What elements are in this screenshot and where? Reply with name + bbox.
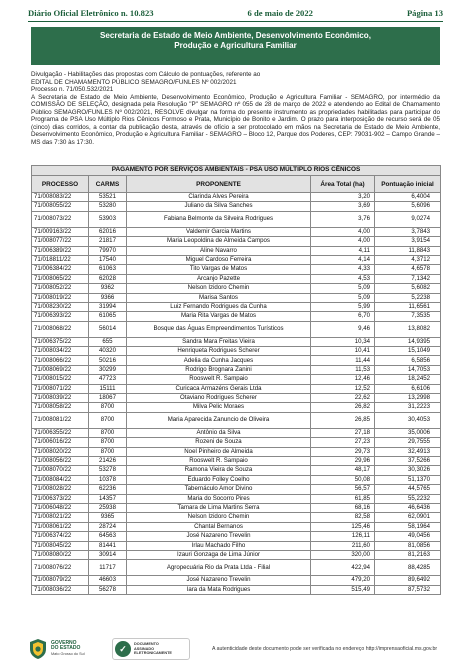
publication-date: 6 de maio de 2022 [247, 8, 313, 18]
area-cell: 6,70 [311, 312, 375, 321]
proponente-cell: Tamara de Lima Martins Serra [127, 503, 311, 512]
proponente-cell: Irlau Machado Filho [127, 541, 311, 550]
carms-cell: 11717 [89, 560, 127, 576]
carms-cell: 8700 [89, 447, 127, 456]
area-cell: 11,53 [311, 365, 375, 374]
pontuacao-cell: 9,0274 [375, 211, 441, 227]
pontuacao-cell: 13,2998 [375, 394, 441, 403]
area-cell: 27,23 [311, 438, 375, 447]
pontuacao-cell: 81,0856 [375, 541, 441, 550]
carms-cell: 15111 [89, 384, 127, 393]
table-row [32, 541, 441, 550]
gov-line-1: GOVERNO [51, 639, 77, 646]
table-row [32, 321, 441, 337]
banner-line-2: Produção e Agricultura Familiar [174, 41, 297, 50]
carms-cell: 8700 [89, 412, 127, 428]
proponente-cell: Rooswelt R. Sampaio [127, 456, 311, 465]
proponente-cell: Miguel Cardoso Ferreira [127, 255, 311, 264]
seal-line-3: ELETRONICAMENTE [134, 651, 172, 656]
proponente-cell: Bosque das Águas Empreendimentos Turísticos [127, 321, 311, 337]
carms-cell: 50216 [89, 356, 127, 365]
table-row [32, 265, 441, 274]
notice-edital: EDITAL DE CHAMAMENTO PÚBLICO SEMAGRO/FUNLES Nº 002/2021 [31, 78, 237, 86]
pontuacao-cell: 30,4053 [375, 412, 441, 428]
proponente-cell: Iara da Mata Rodrigues [127, 585, 311, 594]
area-cell: 12,52 [311, 384, 375, 393]
processo-cell: 71/008028/22 [32, 485, 89, 494]
pontuacao-cell: 30,3026 [375, 466, 441, 475]
proponente-cell: Nelson Izidoro Chemin [127, 513, 311, 522]
carms-cell: 47723 [89, 375, 127, 384]
table-row [32, 202, 441, 211]
proponente-cell: Rozeni de Souza [127, 438, 311, 447]
carms-cell: 8700 [89, 428, 127, 437]
carms-cell: 46603 [89, 576, 127, 585]
carms-cell: 21426 [89, 456, 127, 465]
processo-cell: 71/008021/22 [32, 513, 89, 522]
table-row [32, 312, 441, 321]
pontuacao-cell: 11,8843 [375, 246, 441, 255]
table-row [32, 193, 441, 202]
proponente-cell: Valdemir Garcia Martins [127, 227, 311, 236]
area-cell: 9,46 [311, 321, 375, 337]
carms-cell: 64563 [89, 532, 127, 541]
seal-line-2: ASSINADO [134, 646, 155, 651]
government-logo [28, 638, 102, 660]
processo-cell: 71/008230/22 [32, 302, 89, 311]
pontuacao-cell: 6,6106 [375, 384, 441, 393]
column-header-carms: CARMS [89, 176, 127, 193]
processo-cell: 71/006389/22 [32, 246, 89, 255]
carms-cell: 53278 [89, 466, 127, 475]
area-cell: 27,18 [311, 428, 375, 437]
checkmark-icon: ✓ [115, 641, 131, 657]
proponente-cell: Maria Leopoldina de Almeida Campos [127, 237, 311, 246]
proponente-cell: Curicaca Armazéns Gerais Ltda [127, 384, 311, 393]
proponente-cell: Marisa Santos [127, 293, 311, 302]
table-row [32, 375, 441, 384]
area-cell: 29,96 [311, 456, 375, 465]
pontuacao-cell: 37,5266 [375, 456, 441, 465]
carms-cell: 28724 [89, 522, 127, 531]
carms-cell: 62236 [89, 485, 127, 494]
carms-cell: 53521 [89, 193, 127, 202]
processo-cell: 71/008081/22 [32, 412, 89, 428]
table-row [32, 211, 441, 227]
pontuacao-cell: 6,5856 [375, 356, 441, 365]
proponente-cell: Juliano da Silva Sanches [127, 202, 311, 211]
processo-cell: 71/008080/22 [32, 550, 89, 559]
processo-cell: 71/006355/22 [32, 428, 89, 437]
gov-line-3: Mato Grosso do Sul [51, 651, 85, 656]
area-cell: 29,73 [311, 447, 375, 456]
table-row [32, 522, 441, 531]
area-cell: 26,82 [311, 403, 375, 412]
pontuacao-cell: 7,1342 [375, 274, 441, 283]
table-row [32, 384, 441, 393]
processo-cell: 71/008020/22 [32, 447, 89, 456]
area-cell: 5,09 [311, 293, 375, 302]
area-cell: 4,33 [311, 265, 375, 274]
notice-subject: Divulgação - Habilitações das propostas com Cálculo de pontuações, referente ao [31, 71, 261, 78]
pontuacao-cell: 14,7053 [375, 365, 441, 374]
pontuacao-cell: 81,2163 [375, 550, 441, 559]
pontuacao-cell: 29,7555 [375, 438, 441, 447]
area-cell: 4,14 [311, 255, 375, 264]
area-cell: 56,57 [311, 485, 375, 494]
processo-cell: 71/009163/22 [32, 227, 89, 236]
processo-cell: 71/018811/22 [32, 255, 89, 264]
area-cell: 125,46 [311, 522, 375, 531]
carms-cell: 30914 [89, 550, 127, 559]
proponente-cell: Aline Navarro [127, 246, 311, 255]
carms-cell: 81441 [89, 541, 127, 550]
page-footer [28, 634, 443, 664]
carms-cell: 61063 [89, 265, 127, 274]
carms-cell: 61065 [89, 312, 127, 321]
table-row [32, 293, 441, 302]
table-row [32, 513, 441, 522]
area-cell: 10,41 [311, 347, 375, 356]
table-row [32, 255, 441, 264]
area-cell: 4,00 [311, 237, 375, 246]
carms-cell: 53280 [89, 202, 127, 211]
carms-cell: 655 [89, 337, 127, 346]
area-cell: 5,99 [311, 302, 375, 311]
area-cell: 61,85 [311, 494, 375, 503]
area-cell: 211,60 [311, 541, 375, 550]
proponente-cell: Tito Vargas de Matos [127, 265, 311, 274]
pontuacao-cell: 55,2232 [375, 494, 441, 503]
pontuacao-cell: 62,0901 [375, 513, 441, 522]
pontuacao-cell: 4,3712 [375, 255, 441, 264]
pontuacao-cell: 49,0456 [375, 532, 441, 541]
carms-cell: 18067 [89, 394, 127, 403]
table-row [32, 356, 441, 365]
proponente-cell: Ramona Vieira de Souza [127, 466, 311, 475]
carms-cell: 31994 [89, 302, 127, 311]
processo-cell: 71/006375/22 [32, 337, 89, 346]
processo-cell: 71/008084/22 [32, 475, 89, 484]
table-row [32, 246, 441, 255]
proponente-cell: Maria do Socorro Pires [127, 494, 311, 503]
proponente-cell: Clarinda Alves Pereira [127, 193, 311, 202]
processo-cell: 71/008065/22 [32, 274, 89, 283]
processo-cell: 71/008070/22 [32, 466, 89, 475]
processo-cell: 71/006374/22 [32, 532, 89, 541]
table-row [32, 438, 441, 447]
pontuacao-cell: 3,7843 [375, 227, 441, 236]
pontuacao-cell: 46,6436 [375, 503, 441, 512]
table-row [32, 560, 441, 576]
seal-line-1: DOCUMENTO [134, 642, 159, 647]
area-cell: 479,20 [311, 576, 375, 585]
pontuacao-cell: 51,1370 [375, 475, 441, 484]
carms-cell: 9362 [89, 284, 127, 293]
pontuacao-cell: 88,4285 [375, 560, 441, 576]
area-cell: 4,11 [311, 246, 375, 255]
processo-cell: 71/008058/22 [32, 403, 89, 412]
table-row [32, 550, 441, 559]
processo-cell: 71/008073/22 [32, 211, 89, 227]
pontuacao-cell: 4,6578 [375, 265, 441, 274]
table-row [32, 576, 441, 585]
column-header-processo: PROCESSO [32, 176, 89, 193]
results-table [31, 165, 441, 595]
pontuacao-cell: 14,9395 [375, 337, 441, 346]
proponente-cell: Nelson Izidoro Chemin [127, 284, 311, 293]
area-cell: 3,69 [311, 202, 375, 211]
electronic-signature-seal [112, 638, 190, 660]
area-cell: 11,44 [311, 356, 375, 365]
section-banner [31, 27, 440, 65]
proponente-cell: Fabiana Belmonte da Silveira Rodrigues [127, 211, 311, 227]
proponente-cell: Otaviano Rodrigues Scherer [127, 394, 311, 403]
proponente-cell: Tabernáculo Amor Divino [127, 485, 311, 494]
processo-cell: 71/008052/22 [32, 284, 89, 293]
table-row [32, 337, 441, 346]
processo-cell: 71/008071/22 [32, 384, 89, 393]
table-body [32, 193, 441, 595]
processo-cell: 71/008083/22 [32, 193, 89, 202]
table-row [32, 403, 441, 412]
pontuacao-cell: 5,6082 [375, 284, 441, 293]
proponente-cell: Maria Rita Vargas de Matos [127, 312, 311, 321]
table-row [32, 227, 441, 236]
proponente-cell: Henriqueta Rodrigues Scherer [127, 347, 311, 356]
pontuacao-cell: 6,4004 [375, 193, 441, 202]
pontuacao-cell: 5,2238 [375, 293, 441, 302]
column-header-proponente: PROPONENTE [127, 176, 311, 193]
pontuacao-cell: 15,1049 [375, 347, 441, 356]
area-cell: 422,94 [311, 560, 375, 576]
carms-cell: 9366 [89, 293, 127, 302]
pontuacao-cell: 58,1964 [375, 522, 441, 531]
proponente-cell: Adelia da Cunha Jacques [127, 356, 311, 365]
gov-line-2: DO ESTADO [51, 645, 81, 652]
table-title: PAGAMENTO POR SERVIÇOS AMBIENTAIS - PSA USO MÚLTIPLO RIOS CÊNICOS [32, 166, 441, 176]
table-row [32, 237, 441, 246]
table-row [32, 585, 441, 594]
proponente-cell: Rooswelt R. Sampaio [127, 375, 311, 384]
area-cell: 68,16 [311, 503, 375, 512]
area-cell: 515,49 [311, 585, 375, 594]
proponente-cell: José Nazareno Trevelin [127, 532, 311, 541]
pontuacao-cell: 7,3535 [375, 312, 441, 321]
area-cell: 320,00 [311, 550, 375, 559]
carms-cell: 21817 [89, 237, 127, 246]
area-cell: 50,08 [311, 475, 375, 484]
processo-cell: 71/006393/22 [32, 312, 89, 321]
pontuacao-cell: 32,4913 [375, 447, 441, 456]
area-cell: 3,20 [311, 193, 375, 202]
carms-cell: 25938 [89, 503, 127, 512]
page-number: Página 13 [406, 8, 443, 18]
area-cell: 4,53 [311, 274, 375, 283]
processo-cell: 71/008069/22 [32, 365, 89, 374]
carms-cell: 8700 [89, 403, 127, 412]
proponente-cell: Noel Pinheiro de Almeida [127, 447, 311, 456]
pontuacao-cell: 3,9154 [375, 237, 441, 246]
pontuacao-cell: 35,0006 [375, 428, 441, 437]
proponente-cell: Milva Pelic Moraes [127, 403, 311, 412]
pontuacao-cell: 44,5765 [375, 485, 441, 494]
carms-cell: 62016 [89, 227, 127, 236]
processo-cell: 71/008056/22 [32, 456, 89, 465]
carms-cell: 17540 [89, 255, 127, 264]
carms-cell: 30299 [89, 365, 127, 374]
processo-cell: 71/008045/22 [32, 541, 89, 550]
banner-line-1: Secretaria de Estado de Meio Ambiente, Desenvolvimento Econômico, [100, 31, 371, 40]
state-emblem-icon [28, 638, 48, 660]
area-cell: 5,09 [311, 284, 375, 293]
processo-cell: 71/008015/22 [32, 375, 89, 384]
carms-cell: 56278 [89, 585, 127, 594]
area-cell: 12,46 [311, 375, 375, 384]
processo-cell: 71/006048/22 [32, 503, 89, 512]
table-row [32, 347, 441, 356]
proponente-cell: Agropecuária Rio da Prata Ltda - Filial [127, 560, 311, 576]
table-row [32, 485, 441, 494]
carms-cell: 53903 [89, 211, 127, 227]
carms-cell: 10378 [89, 475, 127, 484]
proponente-cell: Antônio da Silva [127, 428, 311, 437]
carms-cell: 8700 [89, 438, 127, 447]
carms-cell: 62028 [89, 274, 127, 283]
area-cell: 82,58 [311, 513, 375, 522]
carms-cell: 79970 [89, 246, 127, 255]
pontuacao-cell: 18,2452 [375, 375, 441, 384]
table-row [32, 532, 441, 541]
authenticity-note: A autenticidade deste documento pode ser verificada no endereço http://imprensaoficial.ms.gov.br [212, 646, 438, 652]
pontuacao-cell: 5,6096 [375, 202, 441, 211]
area-cell: 3,76 [311, 211, 375, 227]
processo-cell: 71/008066/22 [32, 356, 89, 365]
area-cell: 22,62 [311, 394, 375, 403]
processo-cell: 71/008039/22 [32, 394, 89, 403]
processo-cell: 71/006384/22 [32, 265, 89, 274]
area-cell: 10,34 [311, 337, 375, 346]
processo-cell: 71/008077/22 [32, 237, 89, 246]
area-cell: 126,11 [311, 532, 375, 541]
column-header-area: Área Total (ha) [311, 176, 375, 193]
table-row [32, 494, 441, 503]
processo-cell: 71/008036/22 [32, 585, 89, 594]
area-cell: 4,00 [311, 227, 375, 236]
table-row [32, 503, 441, 512]
page-header [28, 6, 443, 20]
proponente-cell: Arcanjo Pazette [127, 274, 311, 283]
table-row [32, 284, 441, 293]
table-row [32, 302, 441, 311]
proponente-cell: Eduardo Folley Coelho [127, 475, 311, 484]
carms-cell: 56014 [89, 321, 127, 337]
table-row [32, 365, 441, 374]
column-header-pontuacao: Pontuação inicial [375, 176, 441, 193]
proponente-cell: José Nazareno Trevelin [127, 576, 311, 585]
carms-cell: 40320 [89, 347, 127, 356]
processo-cell: 71/008055/22 [32, 202, 89, 211]
proponente-cell: Maria Aparecida Zanuncio de Oliveira [127, 412, 311, 428]
table-row [32, 412, 441, 428]
processo-cell: 71/008061/22 [32, 522, 89, 531]
processo-cell: 71/008079/22 [32, 576, 89, 585]
area-cell: 26,85 [311, 412, 375, 428]
carms-cell: 9365 [89, 513, 127, 522]
table-row [32, 394, 441, 403]
journal-edition: Diário Oficial Eletrônico n. 10.823 [28, 8, 154, 18]
proponente-cell: Rodrigo Brognara Zanini [127, 365, 311, 374]
table-row [32, 466, 441, 475]
processo-cell: 71/006016/22 [32, 438, 89, 447]
pontuacao-cell: 89,6492 [375, 576, 441, 585]
carms-cell: 14357 [89, 494, 127, 503]
notice-paragraph: A Secretaria de Estado de Meio Ambiente, Desenvolvimento Econômico, Produção e Agricultura Familiar - SEMAGRO, por intermédio da COMISSÃO DE SELEÇÃO, designada pela Resolução "P" SEMAGRO nº 055 de 28 de março de 2022 e atendendo ao Edital de Chamamento Público SEMAGRO/FUNLES Nº 002/2021, RESOLVE divulgar na forma do presente instrumento as propriedades habilitadas para participar do Programa de PSA Uso Múltiplo Rios Cênicos Formoso e Prata, Município de Bonito e Jardim. O prazo para interposição de recurso será de 05 (cinco) dias corridos, a contar da publicação desta, através de ofício a ser protocolado em mãos na Secretaria de Estado de Meio Ambiente, Desenvolvimento Econômico, Produção e Agricultura Familiar - SEMAGRO – Bloco 12, Parque dos Poderes, CEP: 79031-902 – Campo Grande – MS das 7:30 às 17:30. [31, 93, 440, 146]
processo-cell: 71/006373/22 [32, 494, 89, 503]
processo-cell: 71/008068/22 [32, 321, 89, 337]
header-divider [28, 21, 443, 22]
processo-cell: 71/008034/22 [32, 347, 89, 356]
notice-process: Processo n. 71/050.532/2021 [31, 86, 114, 94]
proponente-cell: Izauri Gonzaga de Lima Júnior [127, 550, 311, 559]
processo-cell: 71/008019/22 [32, 293, 89, 302]
table-row [32, 447, 441, 456]
pontuacao-cell: 11,6561 [375, 302, 441, 311]
table-row [32, 475, 441, 484]
proponente-cell: Sandra Mara Freitas Vieira [127, 337, 311, 346]
table-row [32, 428, 441, 437]
processo-cell: 71/008076/22 [32, 560, 89, 576]
area-cell: 48,17 [311, 466, 375, 475]
table-row [32, 274, 441, 283]
pontuacao-cell: 13,8082 [375, 321, 441, 337]
proponente-cell: Luiz Fernando Rodrigues da Cunha [127, 302, 311, 311]
pontuacao-cell: 31,2223 [375, 403, 441, 412]
notice-text [31, 71, 440, 146]
table-row [32, 456, 441, 465]
proponente-cell: Chantal Bernanos [127, 522, 311, 531]
pontuacao-cell: 87,5732 [375, 585, 441, 594]
